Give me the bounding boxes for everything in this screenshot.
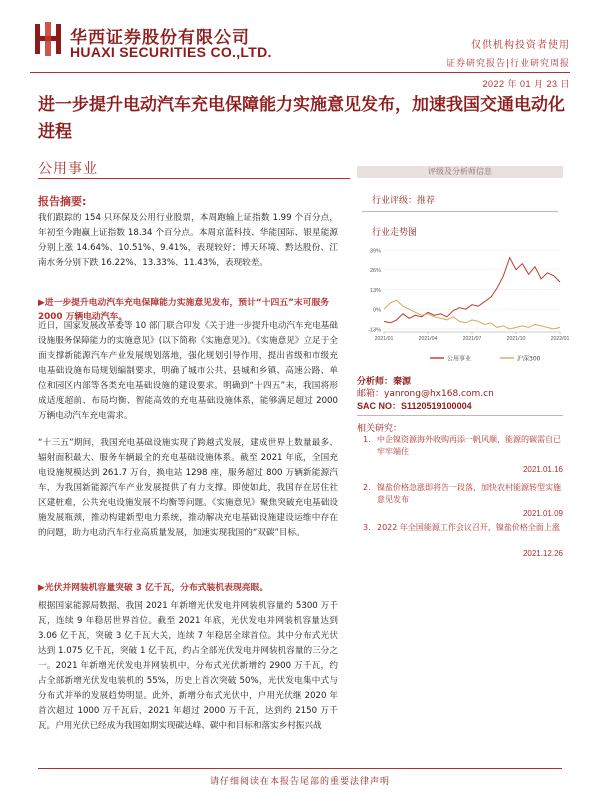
industry-rating: [372, 193, 435, 206]
analyst-name: 分析师：秦源: [357, 377, 412, 387]
related-item-date: 2021.12.26: [522, 549, 563, 558]
brand-chinese-name: 华西证券股份有限公司: [70, 28, 250, 48]
y-tick-label: 26%: [369, 268, 381, 275]
legend-label: 公用事业: [447, 355, 472, 363]
x-tick-label: 2021/10: [506, 336, 526, 342]
related-item-title[interactable]: 2022 年全国能源工作会议召开，镍盐价格全面上涨: [377, 523, 560, 532]
related-item-title[interactable]: 中企镍资源海外收购再添一帆风顺，能源的碳需自已牢牢端住: [377, 435, 561, 456]
industry-trend-chart: [360, 240, 570, 375]
x-tick-label: 2021/01: [374, 336, 394, 342]
rating-divider: [362, 211, 558, 212]
x-tick-label: 2021/04: [418, 336, 438, 342]
section-heading: [38, 581, 338, 595]
body-paragraph: “十三五”期间，我国充电基础设施实现了跨越式发展，建成世界上数量最多、辐射面积最大、服务车辆最全的充电基础设施体系。截至 2021 年底，全国充电设施规模达到 261.7 万台，换电站 1298 座，服务超过 800 万辆新能源汽车，为我国新能源汽车产业发展提供了有力支撑。即使如此，我国存在居住社区建桩难，公共充电设施发展不均衡等问题。《实施意见》聚焦突破充电基础设施发展瓶颈，推动构建新型电力系统，推动解决充电基础设施建设运维中存在的问题，助力电动汽车行业高质量发展，加速实现我国的“双碳”目标。: [38, 438, 338, 538]
legend-label: 沪深300: [517, 355, 541, 363]
huaxi-logo-icon: [34, 22, 62, 56]
y-tick-label: 39%: [369, 248, 381, 255]
related-item-number: 3.: [363, 523, 371, 532]
arrow-bullet-icon: ▶: [38, 583, 45, 593]
related-research-heading: 相关研究：: [357, 424, 403, 434]
summary-heading: 报告摘要:: [38, 195, 87, 208]
report-type: 证券研究报告|行业研究周报: [445, 59, 570, 69]
audience-notice: 仅供机构投资者使用: [471, 40, 570, 51]
sac-number: SAC NO：S1120519100004: [357, 401, 472, 411]
header-divider: [30, 72, 570, 73]
y-tick-label: 0%: [373, 307, 381, 314]
brand-english-name: HUAXI SECURITIES CO.,LTD.: [70, 44, 272, 60]
sector-divider: [38, 178, 350, 179]
related-item-date: 2021.01.09: [522, 509, 563, 518]
y-tick-label: 13%: [369, 287, 381, 294]
section-heading-text: 光伏并网装机容量突破 3 亿千瓦，分布式装机表现亮眼。: [44, 583, 269, 593]
related-item-number: 1.: [363, 435, 371, 444]
legal-notice: 请仔细阅读在本报告尾部的重要法律声明: [209, 777, 390, 787]
series-line-utilities: [384, 258, 560, 323]
arrow-bullet-icon: ▶: [38, 298, 45, 308]
report-date: 2022 年 01 月 23 日: [482, 79, 570, 89]
footer-divider: [38, 768, 562, 769]
report-title: 进一步提升电动汽车充电保障能力实施意见发布，加速我国交通电动化进程: [38, 95, 565, 142]
related-item-number: 2.: [363, 483, 371, 492]
rating-label: 行业评级：: [372, 196, 418, 206]
rating-value: 推荐: [417, 196, 436, 206]
section-heading-text: 进一步提升电动汽车充电保障能力实施意见发布，预计“十四五”末可服务 2000 万辆电动汽车。: [38, 298, 330, 322]
body-paragraph: 近日，国家发展改革委等 10 部门联合印发《关于进一步提升电动汽车充电基础设施服务保障能力的实施意见》(以下简称《实施意见》)。《实施意见》立足于全面支撑新能源汽车产业发展规划落地，强化规划引导作用，提出省级和市级充电基础设施布局规划编制要求，明确了城市公共、县城和乡镇、高速公路、单位和园区内部等各类充电基础设施的建设要求。明确到“十四五”末，我国将形成适度超前、布局均衡、智能高效的充电基础设施体系，能够满足超过 2000 万辆电动汽车充电需求。: [38, 321, 338, 421]
sector-label: 公用事业: [38, 161, 98, 177]
analyst-email[interactable]: 邮箱：yanrong@hx168.com.cn: [357, 389, 494, 399]
summary-paragraph: 我们跟踪的 154 只环保及公用行业股票，本周跑输上证指数 1.99 个百分点，年初至今跑赢上证指数 18.34 个百分点。本周京蓝科技、华能国际、银星能源分别上涨 14.64%、10.51%、9.41%，表现较好；博天环境、黔达股份、江南水务分别下跌 16.22%、13.33%、11.43%，表现较差。: [38, 213, 338, 268]
x-tick-label: 2021/07: [462, 336, 482, 342]
x-tick-label: 2022/01: [550, 336, 570, 342]
related-item-title[interactable]: 镍盐价格急涨即将告一段落，加快农村能源转型实施意见发布: [377, 483, 561, 504]
y-tick-label: -13%: [368, 327, 381, 334]
info-bar-label: 评级及分析师信息: [428, 167, 492, 176]
analyst-divider: [357, 415, 563, 416]
body-paragraph: 根据国家能源局数据，我国 2021 年新增光伏发电并网装机容量约 5300 万千瓦，连续 9 年稳居世界首位。截至 2021 年底，光伏发电并网装机容量达到 3.06 亿千瓦，突破 3 亿千瓦大关，连续 7 年稳居全球首位。其中分布式光伏达到 1.075 亿千瓦，突破 1 亿千瓦，约占全部光伏发电并网装机容量的三分之一。2021 年新增光伏发电并网装机中，分布式光伏新增约 2900 万千瓦，约占全部新增光伏发电装机的 55%，历史上首次突破 50%，光伏发电集中式与分布式并举的发展趋势明显。此外，新增分布式光伏中，户用光伏继 2020 年首次超过 1000 万千瓦后，2021 年超过 2000 万千瓦，达到约 2150 万千瓦。户用光伏已经成为我国如期实现碳达峰、碳中和目标和落实乡村振兴战: [38, 601, 338, 731]
chart-title: 行业走势图: [372, 228, 418, 238]
related-item-date: 2021.01.16: [522, 465, 563, 474]
